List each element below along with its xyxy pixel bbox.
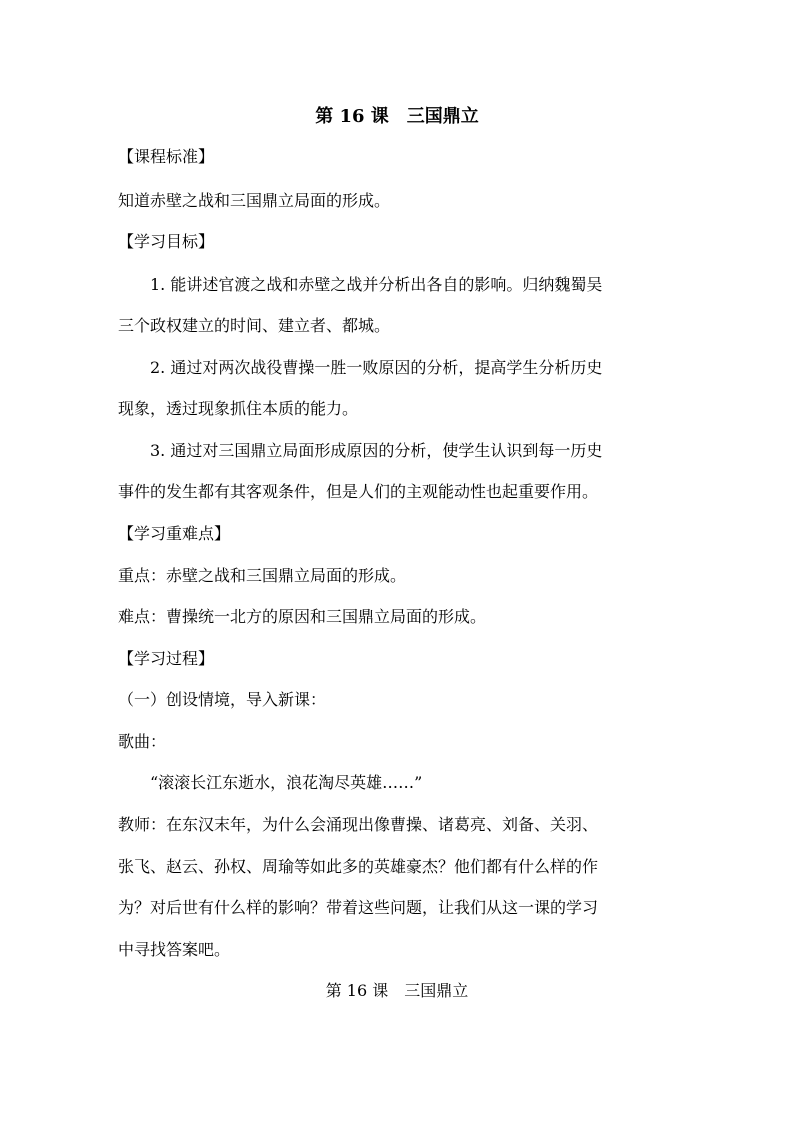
key-heading: 【学习重难点】 xyxy=(118,524,231,543)
key-point: 重点：赤壁之战和三国鼎立局面的形成。 xyxy=(118,566,407,585)
song-quote: “滚滚长江东逝水，浪花淘尽英雄……” xyxy=(150,773,423,792)
process-heading: 【学习过程】 xyxy=(118,649,215,668)
teacher-line-3: 为？对后世有什么样的影响？带着这些问题，让我们从这一课的学习 xyxy=(118,898,599,917)
teacher-line-1: 教师：在东汉末年，为什么会涌现出像曹操、诸葛亮、刘备、关羽、 xyxy=(118,815,599,834)
standard-text: 知道赤壁之战和三国鼎立局面的形成。 xyxy=(118,191,391,210)
goal-2-line-2: 现象，透过现象抓住本质的能力。 xyxy=(118,399,359,418)
goal-3-line-2: 事件的发生都有其客观条件，但是人们的主观能动性也起重要作用。 xyxy=(118,482,599,501)
goal-3-line-1: 3. 通过对三国鼎立局面形成原因的分析，使学生认识到每一历史 xyxy=(150,441,603,460)
goal-2-line-1: 2. 通过对两次战役曹操一胜一败原因的分析，提高学生分析历史 xyxy=(150,358,603,377)
teacher-line-4: 中寻找答案吧。 xyxy=(118,940,231,959)
teacher-line-2: 张飞、赵云、孙权、周瑜等如此多的英雄豪杰？他们都有什么样的作 xyxy=(118,857,599,876)
step-1: （一）创设情境，导入新课： xyxy=(118,690,327,709)
goals-heading: 【学习目标】 xyxy=(118,232,215,251)
song-label: 歌曲： xyxy=(118,732,167,751)
standard-heading: 【课程标准】 xyxy=(118,147,215,166)
difficult-point: 难点：曹操统一北方的原因和三国鼎立局面的形成。 xyxy=(118,607,487,626)
lesson-title: 第 16 课 三国鼎立 xyxy=(315,106,479,127)
goal-1-line-1: 1. 能讲述官渡之战和赤壁之战并分析出各自的影响。归纳魏蜀吴 xyxy=(150,275,603,294)
goal-1-line-2: 三个政权建立的时间、建立者、都城。 xyxy=(118,316,391,335)
footer-lesson-title: 第 16 课 三国鼎立 xyxy=(325,981,469,1000)
